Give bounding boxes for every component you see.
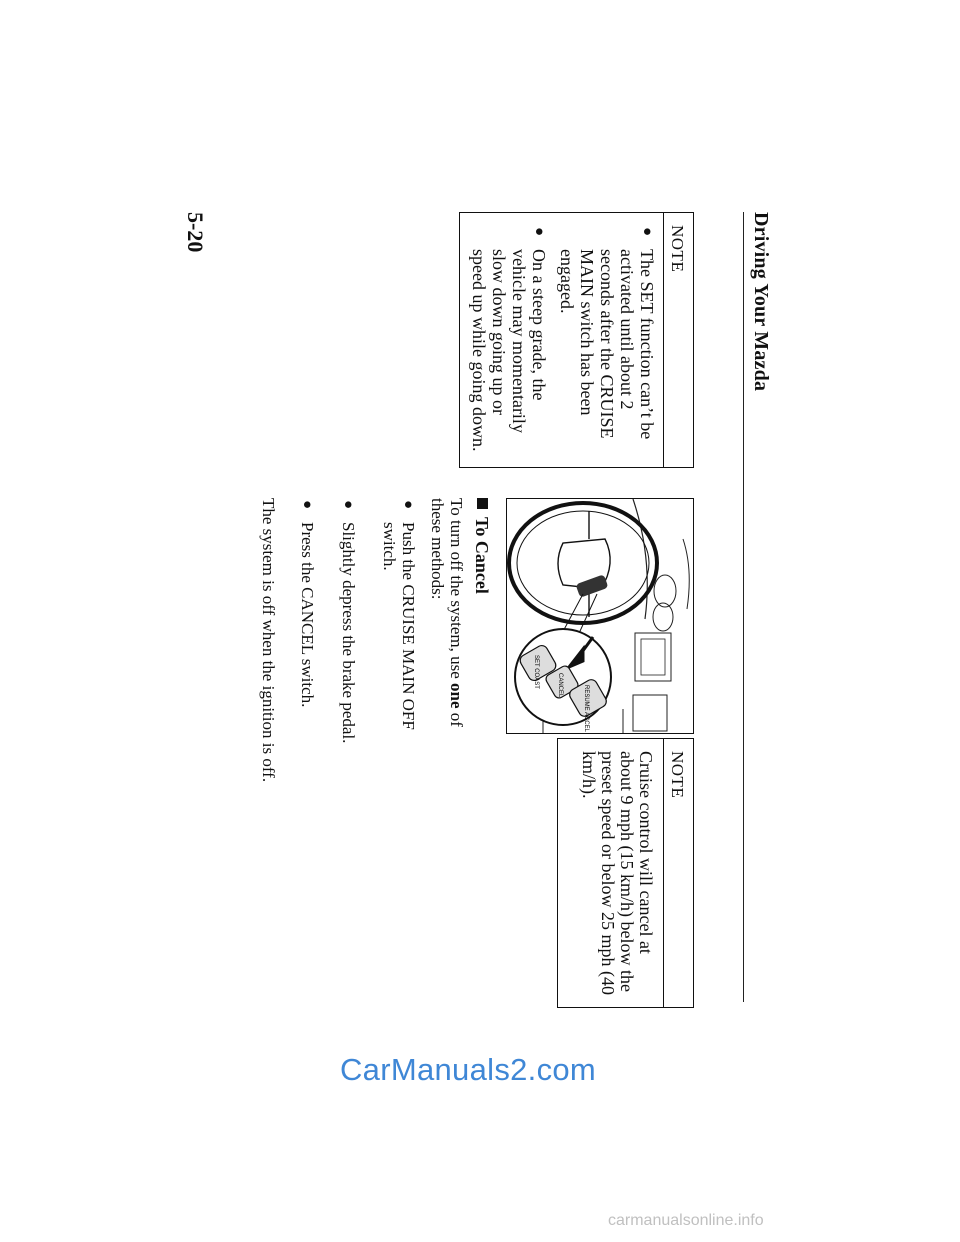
switch-label: CANCEL	[557, 673, 563, 698]
bullet-icon: ●	[400, 500, 416, 510]
section-marker-icon	[477, 498, 488, 509]
section-title	[471, 498, 492, 594]
bullet-icon: ●	[340, 500, 356, 510]
note-bullet-text: The SET function can’t be activated until about 2 seconds after the CRUISE MAIN switch has been engaged.	[557, 249, 657, 440]
note-bullet-item	[469, 225, 549, 455]
note-box-left	[459, 212, 694, 468]
page-number: 5-20	[183, 212, 208, 253]
note-heading: NOTE	[663, 739, 693, 1007]
intro-emphasis: one	[447, 683, 466, 709]
bullet-icon: ●	[639, 227, 655, 237]
switch-label: RESUME ACCEL	[583, 685, 589, 733]
note-body-text: Cruise control will cancel at about 9 mph (15 km/h) below the preset speed or below 25 mph (40 km/h).	[579, 751, 656, 995]
steering-wheel-illustration	[506, 499, 693, 734]
method-text: Slightly depress the brake pedal.	[339, 522, 358, 744]
list-item	[298, 498, 317, 758]
switch-label: SET COAST	[533, 655, 539, 689]
note-body	[455, 213, 663, 467]
bullet-icon: ●	[531, 227, 547, 237]
watermark-text: CarManuals2.com	[340, 1052, 597, 1087]
cancel-intro-text	[428, 498, 466, 738]
note-bullet-item	[557, 225, 657, 455]
note-bullet-text: On a steep grade, the vehicle may momentarily slow down going up or speed up while going down.	[469, 249, 549, 452]
note-box-right	[557, 738, 694, 1008]
method-text: Press the CANCEL switch.	[298, 522, 317, 708]
header-rule	[743, 212, 744, 1002]
cruise-control-switch-figure	[506, 498, 694, 734]
method-text: Push the CRUISE MAIN OFF switch.	[380, 522, 418, 730]
section-title-text: To Cancel	[472, 517, 492, 594]
intro-prefix: To turn off the system, use	[447, 498, 466, 683]
site-footer-text: carmanualsonline.info	[608, 1212, 764, 1229]
cancel-footer-text: The system is off when the ignition is off.	[259, 498, 278, 783]
list-item	[339, 498, 358, 758]
bullet-icon: ●	[299, 500, 315, 510]
note-heading: NOTE	[663, 213, 693, 467]
page-header-title: Driving Your Mazda	[750, 212, 772, 392]
intro-suffix: of these methods:	[428, 498, 466, 727]
list-item	[380, 498, 418, 758]
cancel-methods-list	[276, 498, 418, 758]
